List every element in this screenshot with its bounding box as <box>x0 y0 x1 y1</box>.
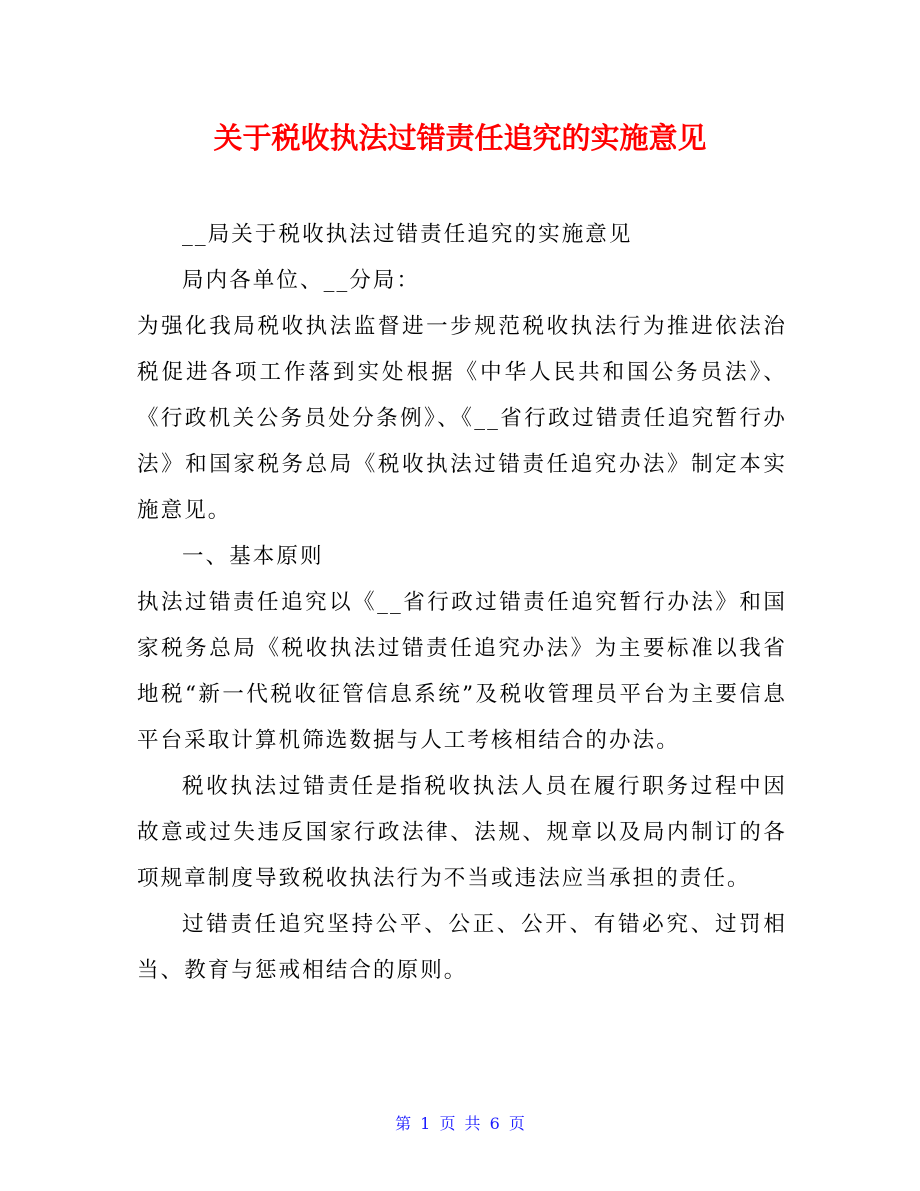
paragraph-1: __局关于税收执法过错责任追究的实施意见 <box>182 222 633 247</box>
document-body <box>137 212 787 994</box>
paragraph-2: 局内各单位、__分局： <box>182 268 421 293</box>
paragraph-6: 税收执法过错责任是指税收执法人员在履行职务过程中因故意或过失违反国家行政法律、法规、规章以及局内制订的各项规章制度导致税收执法行为不当或违法应当承担的责任。 <box>137 774 787 891</box>
paragraph-7: 过错责任追究坚持公平、公正、公开、有错必究、过罚相当、教育与惩戒相结合的原则。 <box>137 912 787 983</box>
document-title: 关于税收执法过错责任追究的实施意见 <box>213 121 707 155</box>
paragraph-4: 一、基本原则 <box>182 544 324 569</box>
paragraph-3: 为强化我局税收执法监督进一步规范税收执法行为推进依法治税促进各项工作落到实处根据《中华人民共和国公务员法》、《行政机关公务员处分条例》、《__省行政过错责任追究暂行办法》和国家税务总局《税收执法过错责任追究办法》制定本实施意见。 <box>137 314 787 523</box>
paragraph-5: 执法过错责任追究以《__省行政过错责任追究暂行办法》和国家税务总局《税收执法过错责任追究办法》为主要标准以我省地税“新一代税收征管信息系统”及税收管理员平台为主要信息平台采取计算机筛选数据与人工考核相结合的办法。 <box>137 590 787 753</box>
page-number-footer: 第 1 页 共 6 页 <box>395 1114 525 1133</box>
